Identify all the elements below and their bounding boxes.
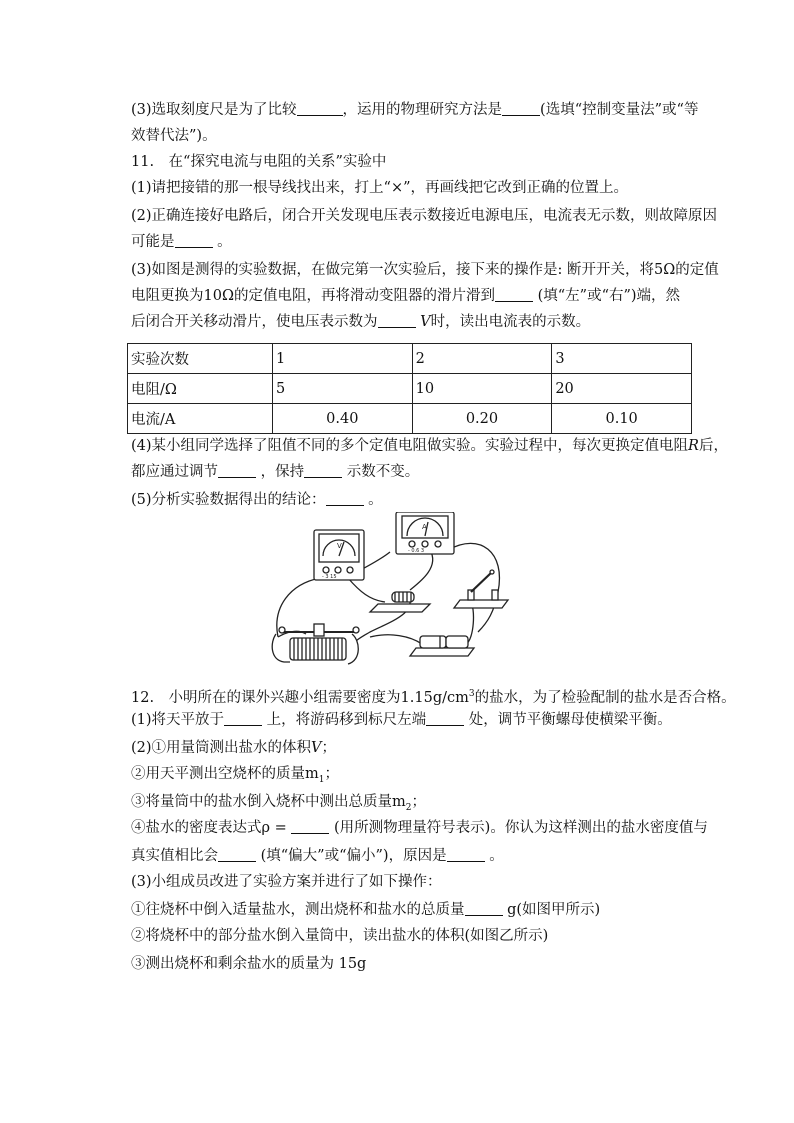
q11-part-3b: 电阻更换为10Ω的定值电阻，再将滑动变阻器的滑片滑到 (填“左”或“右”)端，然 — [131, 288, 681, 304]
q12-part-2c: ③将量筒中的盐水倒入烧杯中测出总质量$m_2$； — [131, 794, 426, 813]
q12-part-1: (1)将天平放于 上，将游码移到标尺左端 处，调节平衡螺母使横梁平衡。 — [131, 712, 672, 728]
table-row — [128, 344, 692, 374]
q12-part-2b: ②用天平测出空烧杯的质量$m_1$； — [131, 766, 339, 785]
table-row — [128, 404, 692, 434]
ammeter-label: A — [422, 523, 427, 531]
q12-part-3a: ①往烧杯中倒入适量盐水，测出烧杯和盐水的总质量 g(如图甲所示) — [131, 902, 601, 918]
q11-part-4b: 都应通过调节 ，保持 示数不变。 — [131, 464, 420, 480]
q10-line-3b: 效替代法”)。 — [131, 128, 217, 144]
answer-blank[interactable] — [426, 711, 464, 726]
q10-line-3a: (3)选取刻度尺是为了比较 ，运用的物理研究方法是 (选填“控制变量法”或“等 — [131, 102, 699, 118]
q12-part-3b: ②将烧杯中的部分盐水倒入量筒中，读出盐水的体积(如图乙所示) — [131, 928, 549, 944]
table-cell: 2 — [412, 344, 552, 374]
table-cell: 20 — [552, 374, 692, 404]
answer-blank[interactable] — [218, 847, 256, 862]
q11-title: 11. 在“探究电流与电阻的关系”实验中 — [131, 154, 387, 170]
wire — [370, 635, 422, 644]
answer-blank[interactable] — [175, 233, 213, 248]
table-cell: 0.20 — [412, 404, 552, 434]
wire — [352, 594, 410, 652]
q12-part-2d: ④盐水的密度表达式ρ = (用所测物理量符号表示)。你认为这样测出的盐水密度值与 — [131, 820, 708, 836]
q11-part-2a: (2)正确连接好电路后，闭合开关发现电压表示数接近电源电压，电流表无示数，则故障原因 — [131, 208, 718, 224]
q11-part-4a: (4)某小组同学选择了阻值不同的多个定值电阻做实验。实验过程中，每次更换定值电阻R后， — [131, 438, 728, 454]
battery — [410, 636, 474, 656]
voltmeter-terminals: - 3 15 — [322, 574, 337, 580]
table-cell: 电流/A — [128, 404, 273, 434]
q12-part-3: (3)小组成员改进了实验方案并进行了如下操作： — [131, 874, 442, 890]
wire — [348, 578, 385, 602]
answer-blank[interactable] — [378, 313, 416, 328]
table-cell: 1 — [273, 344, 413, 374]
answer-blank[interactable] — [218, 463, 256, 478]
ammeter — [396, 512, 454, 554]
answer-blank[interactable] — [297, 101, 343, 116]
answer-blank[interactable] — [495, 287, 533, 302]
answer-blank[interactable] — [291, 819, 329, 834]
circuit-figure — [270, 512, 514, 670]
q11-part-1: (1)请把接错的那一根导线找出来，打上“×”，再画线把它改到正确的位置上。 — [131, 180, 629, 196]
table-cell: 5 — [273, 374, 413, 404]
answer-blank[interactable] — [326, 491, 364, 506]
table-cell: 3 — [552, 344, 692, 374]
voltmeter — [314, 530, 364, 580]
table-cell: 10 — [412, 374, 552, 404]
answer-blank[interactable] — [465, 901, 503, 916]
rheostat — [272, 624, 359, 664]
voltmeter-label: V — [337, 542, 342, 550]
q11-part-5: (5)分析实验数据得出的结论： 。 — [131, 492, 383, 508]
answer-blank[interactable] — [304, 463, 342, 478]
wire — [410, 550, 433, 590]
answer-blank[interactable] — [502, 101, 540, 116]
table-row — [128, 374, 692, 404]
q12-title: 12. 小明所在的课外兴趣小组需要密度为$1.15g/cm^3$的盐水，为了检验配制的盐水是否合格。 — [131, 689, 736, 706]
q11-part-3c: 后闭合开关移动滑片，使电压表示数为 V时，读出电流表的示数。 — [131, 314, 591, 330]
answer-blank[interactable] — [447, 847, 485, 862]
table-cell: 0.40 — [273, 404, 413, 434]
q11-part-2b: 可能是 。 — [131, 234, 232, 250]
q11-part-3a: (3)如图是测得的实验数据，在做完第一次实验后，接下来的操作是: 断开开关，将5Ω的定值 — [131, 262, 719, 278]
ammeter-terminals: - 0.6 3 — [408, 548, 425, 554]
table-cell: 电阻/Ω — [128, 374, 273, 404]
q12-part-2e: 真实值相比会 (填“偏大”或“偏小”)，原因是 。 — [131, 848, 504, 864]
table-cell: 0.10 — [552, 404, 692, 434]
data-table — [127, 343, 692, 434]
fixed-resistor — [370, 592, 430, 612]
q12-part-3c: ③测出烧杯和剩余盐水的质量为 15g — [131, 956, 367, 972]
table-cell: 实验次数 — [128, 344, 273, 374]
q12-part-2a: (2)①用量筒测出盐水的体积V； — [131, 740, 337, 756]
answer-blank[interactable] — [224, 711, 262, 726]
